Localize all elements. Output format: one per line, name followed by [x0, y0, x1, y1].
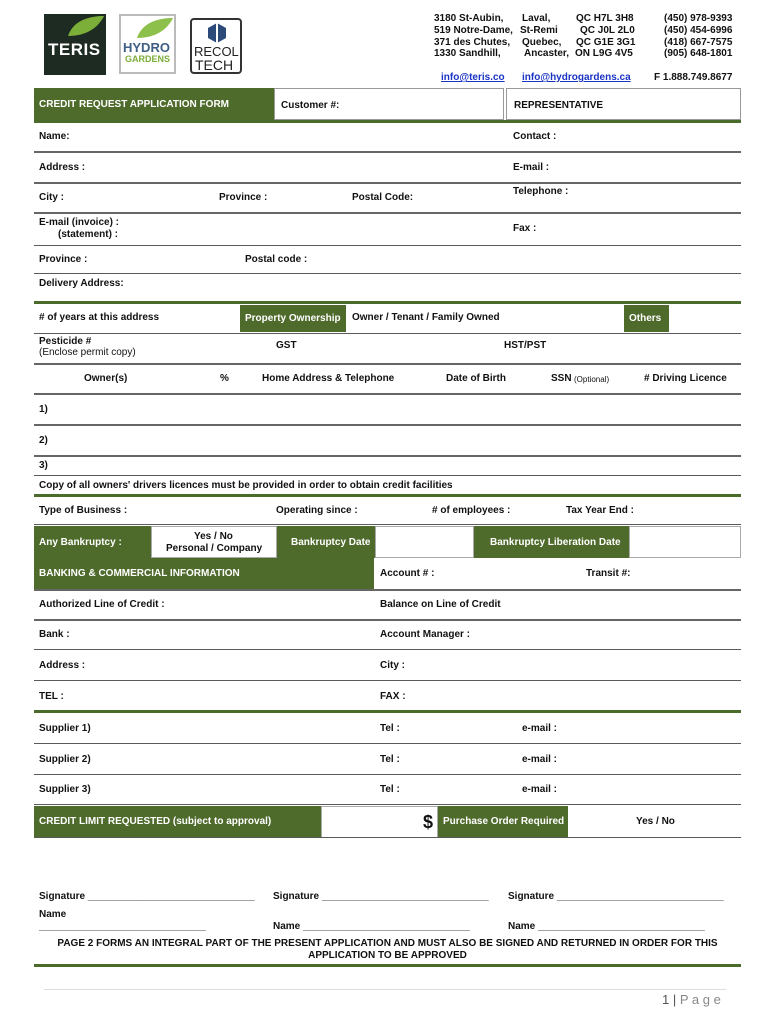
page-number-value: 1: [662, 992, 670, 1007]
contact-postal-3: QC G1E 3G1: [576, 37, 636, 48]
recol-logo-line1: RECOL: [194, 44, 239, 59]
name-1-line[interactable]: ______________________________: [39, 921, 206, 932]
city-label: City :: [39, 192, 64, 203]
page-footer-rule: [44, 989, 726, 990]
contact-postal-2: QC J0L 2L0: [580, 25, 635, 36]
divider: [34, 475, 741, 476]
dob-header: Date of Birth: [446, 373, 506, 384]
hydro-gardens-logo: [119, 14, 176, 74]
purchase-order-choice[interactable]: Yes / No: [636, 816, 675, 827]
divider: [34, 804, 741, 805]
bankruptcy-liberation-field[interactable]: [629, 526, 741, 558]
email-invoice-label: E-mail (invoice) :: [39, 217, 120, 228]
email-link-hydrogardens[interactable]: info@hydrogardens.ca: [522, 72, 631, 83]
recol-tech-logo: [190, 18, 242, 74]
signature-3[interactable]: Signature ______________________________: [508, 891, 724, 902]
name-label: Name:: [39, 131, 70, 142]
bank-fax-label: FAX :: [380, 691, 406, 702]
box-icon: [206, 22, 228, 44]
supplier-2-tel: Tel :: [380, 754, 400, 765]
customer-number-field[interactable]: [274, 88, 504, 120]
contact-phone-2: (450) 454-6996: [664, 25, 733, 36]
supplier-2-email: e-mail :: [522, 754, 558, 765]
account-number-label: Account # :: [380, 568, 435, 579]
tax-year-end-label: Tax Year End :: [566, 505, 634, 516]
contact-city-4: Ancaster,: [524, 48, 570, 59]
supplier-3-tel: Tel :: [380, 784, 400, 795]
contact-street-1: 3180 St-Aubin,: [434, 13, 504, 24]
recol-logo-line2: TECH: [195, 57, 234, 73]
dollar-sign: $: [423, 812, 434, 832]
credit-balance-label: Balance on Line of Credit: [380, 599, 501, 610]
bank-city-label: City :: [380, 660, 405, 671]
divider: [34, 680, 741, 681]
licence-header: # Driving Licence: [644, 373, 727, 384]
owner-row-3[interactable]: 3): [39, 460, 48, 471]
account-manager-label: Account Manager :: [380, 629, 471, 640]
bankruptcy-liberation-label: Bankruptcy Liberation Date: [490, 537, 621, 548]
divider: [34, 212, 741, 214]
bank-tel-label: TEL :: [39, 691, 64, 702]
divider: [34, 494, 741, 497]
divider: [34, 589, 741, 591]
divider: [34, 774, 741, 775]
page-number: [662, 992, 721, 1007]
page-word: P a g e: [679, 992, 721, 1007]
percent-header: %: [220, 373, 229, 384]
postal-code-label: Postal Code:: [352, 192, 414, 203]
credit-limit-label: CREDIT LIMIT REQUESTED (subject to approval): [39, 816, 272, 827]
credit-limit-label-box: [34, 806, 321, 838]
postal-code-label-2: Postal code :: [245, 254, 308, 265]
contact-postal-1: QC H7L 3H8: [576, 13, 634, 24]
divider: [34, 743, 741, 744]
leaf-icon: [135, 16, 175, 40]
divider: [34, 649, 741, 650]
telephone-label: Telephone :: [513, 186, 569, 197]
credit-limit-amount-field[interactable]: [321, 806, 438, 838]
fax-number: F 1.888.749.8677: [654, 72, 733, 83]
bankruptcy-label: Any Bankruptcy :: [39, 537, 122, 548]
pesticide-note: (Enclose permit copy): [39, 347, 136, 358]
bankruptcy-personal-company: Personal / Company: [166, 543, 263, 554]
divider: [34, 524, 741, 525]
supplier-1-tel: Tel :: [380, 723, 400, 734]
contact-postal-4: ON L9G 4V5: [575, 48, 633, 59]
contact-city-1: Laval,: [522, 13, 551, 24]
email-label: E-mail :: [513, 162, 550, 173]
owners-header: Owner(s): [84, 373, 128, 384]
contact-phone-3: (418) 667-7575: [664, 37, 733, 48]
banking-title: BANKING & COMMERCIAL INFORMATION: [39, 568, 240, 579]
divider: [34, 301, 741, 304]
contact-phone-1: (450) 978-9393: [664, 13, 733, 24]
contact-phone-4: (905) 648-1801: [664, 48, 733, 59]
signature-1[interactable]: Signature ______________________________: [39, 891, 255, 902]
contact-label: Contact :: [513, 131, 557, 142]
divider: [34, 333, 741, 334]
name-2[interactable]: Name ______________________________: [273, 921, 470, 932]
hst-pst-label: HST/PST: [504, 340, 547, 351]
divider: [34, 710, 741, 713]
bankruptcy-yes-no: Yes / No: [194, 531, 233, 542]
divider: [34, 393, 741, 395]
province-label: Province :: [219, 192, 268, 203]
owner-row-2[interactable]: 2): [39, 435, 48, 446]
supplier-1-email: e-mail :: [522, 723, 558, 734]
teris-logo: [44, 14, 106, 75]
others-label-box: [624, 305, 669, 332]
divider: [34, 964, 741, 967]
owner-row-1[interactable]: 1): [39, 404, 48, 415]
hydro-logo-line1: HYDRO: [123, 40, 170, 55]
divider: [34, 273, 741, 274]
address-label: Address :: [39, 162, 86, 173]
divider: [34, 363, 741, 365]
footer-notice: [34, 938, 741, 962]
bank-label: Bank :: [39, 629, 70, 640]
leaf-icon: [64, 14, 106, 38]
form-title-bar: [34, 88, 274, 121]
page-number-separator: |: [672, 992, 677, 1007]
others-label: Others: [629, 313, 662, 324]
representative-field[interactable]: [506, 88, 741, 120]
ssn-header: SSN: [551, 373, 572, 384]
supplier-1-label: Supplier 1): [39, 723, 91, 734]
divider: [34, 182, 741, 184]
home-address-header: Home Address & Telephone: [262, 373, 395, 384]
contact-street-3: 371 des Chutes,: [434, 37, 511, 48]
customer-number-label: Customer #:: [281, 100, 340, 111]
supplier-2-label: Supplier 2): [39, 754, 91, 765]
contact-city-2: St-Remi: [520, 25, 558, 36]
divider: [34, 424, 741, 426]
banking-title-bar: [34, 558, 374, 590]
divider: [34, 455, 741, 457]
teris-logo-text: TERIS: [48, 40, 101, 59]
bank-address-label: Address :: [39, 660, 86, 671]
form-title: CREDIT REQUEST APPLICATION FORM: [39, 99, 229, 110]
purchase-order-label: Purchase Order Required: [443, 816, 565, 827]
name-1-label: Name: [39, 909, 67, 920]
credit-line-label: Authorized Line of Credit :: [39, 599, 165, 610]
pesticide-label: Pesticide #: [39, 336, 92, 347]
footer-notice-line2: APPLICATION TO BE APPROVED: [308, 950, 467, 961]
business-type-label: Type of Business :: [39, 505, 128, 516]
divider: [34, 245, 741, 246]
bankruptcy-date-label-box: [277, 526, 375, 558]
contact-city-3: Quebec,: [522, 37, 562, 48]
property-ownership-label: Property Ownership: [245, 313, 341, 324]
divider: [34, 837, 741, 838]
bankruptcy-choice[interactable]: [151, 526, 277, 558]
contact-street-2: 519 Notre-Dame,: [434, 25, 513, 36]
email-link-teris[interactable]: info@teris.co: [441, 72, 505, 83]
fax-label: Fax :: [513, 223, 537, 234]
ownership-options[interactable]: Owner / Tenant / Family Owned: [352, 312, 500, 323]
licence-copy-note: Copy of all owners' drivers licences must be provided in order to obtain credit facilities: [39, 480, 453, 491]
delivery-address-label: Delivery Address:: [39, 278, 124, 289]
divider: [34, 619, 741, 621]
ssn-optional-note: (Optional): [574, 375, 610, 384]
property-ownership-label-box: [240, 305, 346, 332]
supplier-3-email: e-mail :: [522, 784, 558, 795]
bankruptcy-liberation-label-box: [474, 526, 629, 558]
bankruptcy-date-field[interactable]: [375, 526, 474, 558]
hydro-logo-line2: GARDENS: [125, 54, 171, 64]
supplier-3-label: Supplier 3): [39, 784, 91, 795]
province-label-2: Province :: [39, 254, 88, 265]
bankruptcy-date-label: Bankruptcy Date: [291, 537, 371, 548]
years-at-address-label: # of years at this address: [39, 312, 160, 323]
signature-2[interactable]: Signature ______________________________: [273, 891, 489, 902]
divider: [34, 120, 741, 123]
footer-notice-line1: PAGE 2 FORMS AN INTEGRAL PART OF THE PRESENT APPLICATION AND MUST ALSO BE SIGNED AND RETURNED IN ORDER FOR THIS: [57, 938, 718, 949]
employees-label: # of employees :: [432, 505, 511, 516]
transit-number-label: Transit #:: [586, 568, 631, 579]
operating-since-label: Operating since :: [276, 505, 358, 516]
bankruptcy-label-box: [34, 526, 151, 558]
representative-label: REPRESENTATIVE: [514, 100, 604, 111]
email-statement-label: (statement) :: [58, 229, 119, 240]
contact-street-4: 1330 Sandhill,: [434, 48, 501, 59]
gst-label: GST: [276, 340, 297, 351]
name-3[interactable]: Name ______________________________: [508, 921, 705, 932]
purchase-order-label-box: [438, 806, 568, 838]
divider: [34, 151, 741, 153]
